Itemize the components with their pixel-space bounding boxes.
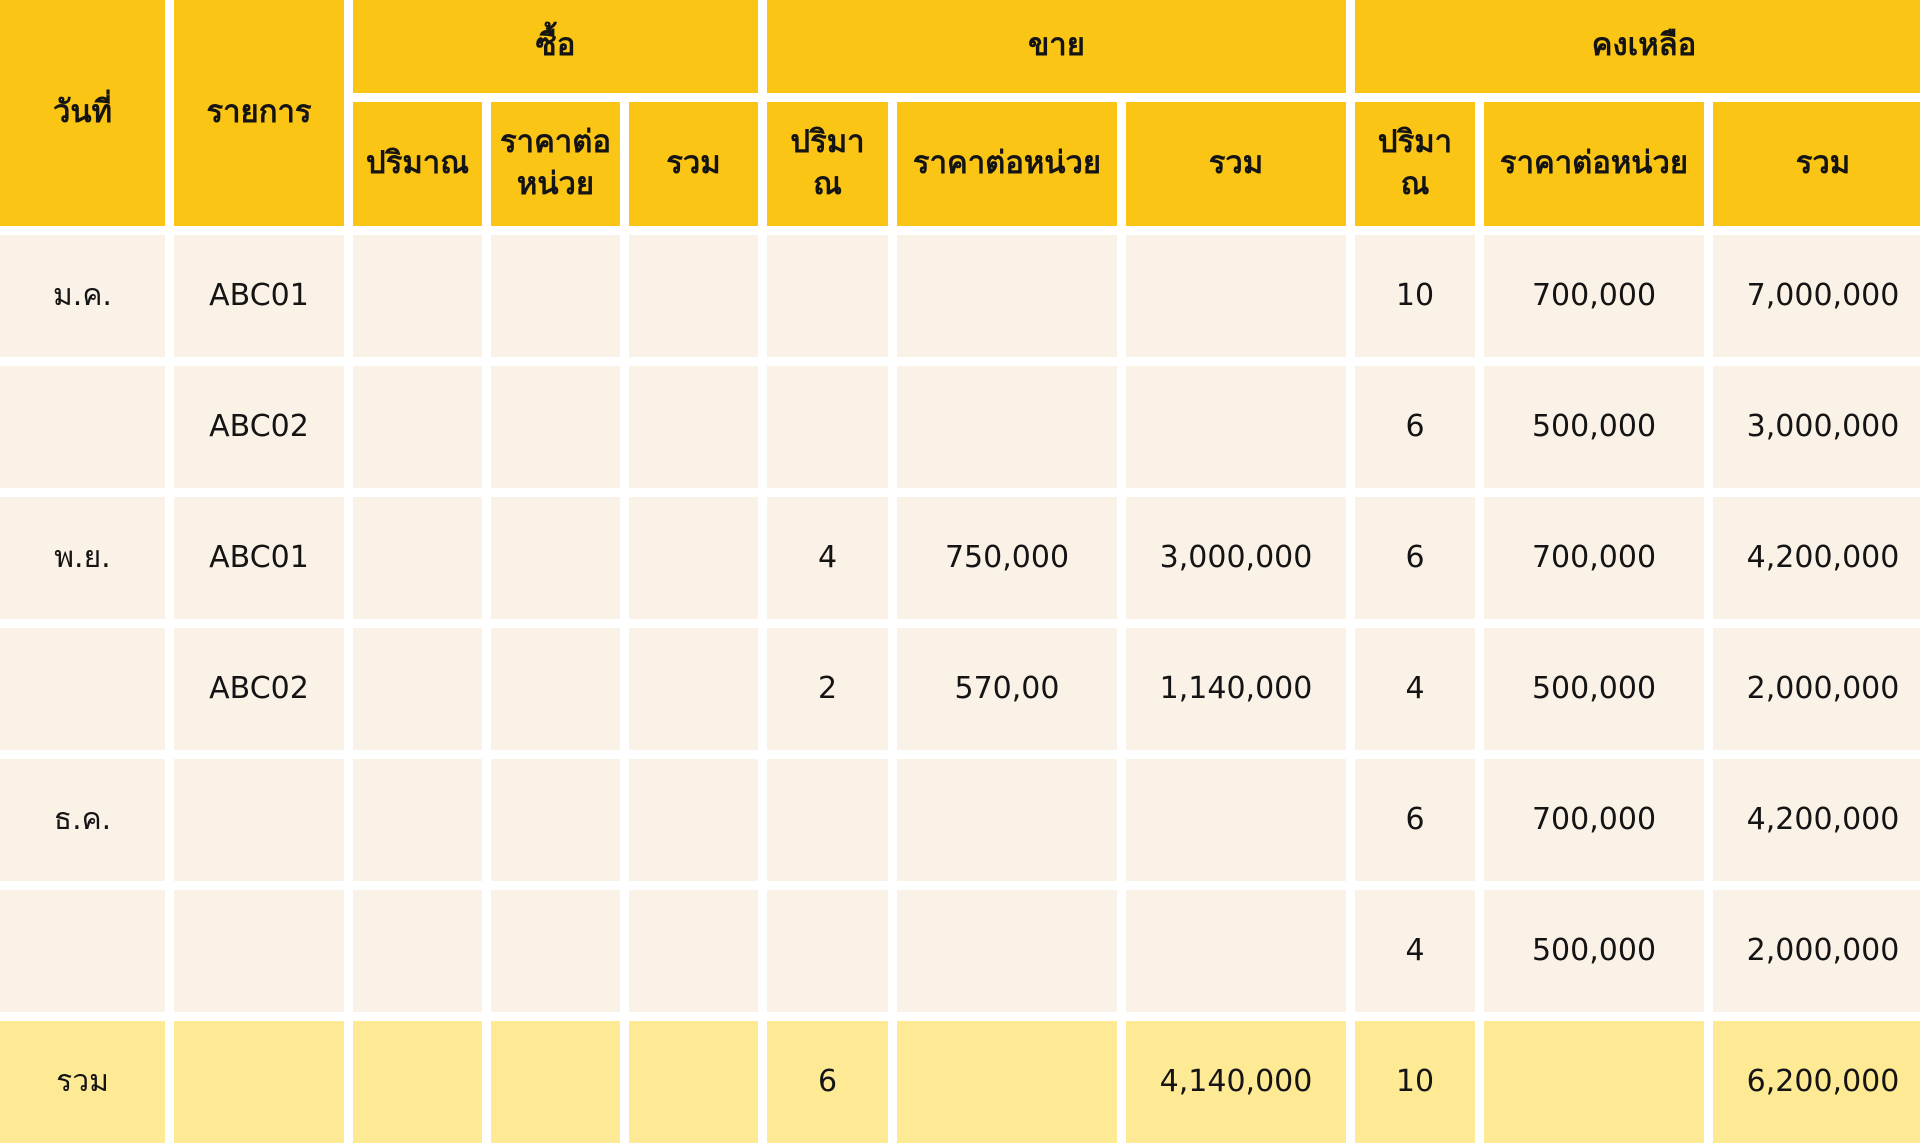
cell-sell-quantity: 4 [767, 497, 888, 619]
cell-sell-unit-price [897, 366, 1117, 488]
total-balance-quantity: 10 [1355, 1021, 1475, 1143]
cell-buy-unit-price [491, 628, 620, 750]
cell-sell-quantity [767, 890, 888, 1012]
cell-balance-unit-price: 500,000 [1484, 366, 1704, 488]
cell-balance-unit-price: 500,000 [1484, 628, 1704, 750]
cell-balance-unit-price: 500,000 [1484, 890, 1704, 1012]
header-buy-unit-price: ราคาต่อ หน่วย [491, 102, 620, 226]
cell-balance-quantity: 6 [1355, 366, 1475, 488]
cell-buy-quantity [353, 366, 482, 488]
cell-balance-unit-price: 700,000 [1484, 759, 1704, 881]
cell-sell-unit-price [897, 890, 1117, 1012]
cell-buy-total [629, 235, 758, 357]
cell-sell-unit-price: 570,00 [897, 628, 1117, 750]
cell-balance-total: 7,000,000 [1713, 235, 1920, 357]
cell-sell-total [1126, 759, 1346, 881]
header-date: วันที่ [0, 0, 165, 226]
cell-sell-quantity [767, 366, 888, 488]
total-buy-quantity [353, 1021, 482, 1143]
cell-sell-total [1126, 890, 1346, 1012]
header-balance-total: รวม [1713, 102, 1920, 226]
cell-sell-total: 1,140,000 [1126, 628, 1346, 750]
cell-balance-quantity: 10 [1355, 235, 1475, 357]
header-group-sell: ขาย [767, 0, 1346, 93]
cell-balance-total: 2,000,000 [1713, 628, 1920, 750]
cell-balance-total: 3,000,000 [1713, 366, 1920, 488]
cell-buy-total [629, 890, 758, 1012]
header-item: รายการ [174, 0, 344, 226]
total-label: รวม [0, 1021, 165, 1143]
cell-date [0, 628, 165, 750]
header-sell-quantity: ปริมา ณ [767, 102, 888, 226]
cell-buy-unit-price [491, 759, 620, 881]
cell-buy-quantity [353, 759, 482, 881]
header-group-buy: ซื้อ [353, 0, 758, 93]
header-buy-total: รวม [629, 102, 758, 226]
cell-date [0, 890, 165, 1012]
cell-sell-total [1126, 235, 1346, 357]
cell-buy-unit-price [491, 235, 620, 357]
cell-buy-unit-price [491, 497, 620, 619]
cell-item: ABC02 [174, 628, 344, 750]
cell-balance-unit-price: 700,000 [1484, 497, 1704, 619]
total-buy-total [629, 1021, 758, 1143]
cell-item: ABC02 [174, 366, 344, 488]
cell-sell-quantity [767, 759, 888, 881]
cell-buy-quantity [353, 235, 482, 357]
cell-sell-unit-price [897, 759, 1117, 881]
total-sell-unit-price [897, 1021, 1117, 1143]
header-buy-quantity: ปริมาณ [353, 102, 482, 226]
total-item [174, 1021, 344, 1143]
cell-balance-unit-price: 700,000 [1484, 235, 1704, 357]
cell-balance-total: 4,200,000 [1713, 759, 1920, 881]
cell-buy-unit-price [491, 366, 620, 488]
cell-buy-total [629, 366, 758, 488]
cell-sell-quantity [767, 235, 888, 357]
cell-buy-total [629, 497, 758, 619]
total-sell-total: 4,140,000 [1126, 1021, 1346, 1143]
cell-item: ABC01 [174, 497, 344, 619]
header-balance-quantity: ปริมา ณ [1355, 102, 1475, 226]
total-balance-total: 6,200,000 [1713, 1021, 1920, 1143]
cell-item [174, 890, 344, 1012]
cell-sell-unit-price: 750,000 [897, 497, 1117, 619]
cell-buy-total [629, 628, 758, 750]
cell-buy-quantity [353, 628, 482, 750]
header-balance-unit-price: ราคาต่อหน่วย [1484, 102, 1704, 226]
cell-balance-quantity: 4 [1355, 890, 1475, 1012]
cell-date: พ.ย. [0, 497, 165, 619]
cell-buy-quantity [353, 890, 482, 1012]
cell-sell-total: 3,000,000 [1126, 497, 1346, 619]
cell-date: ธ.ค. [0, 759, 165, 881]
total-buy-unit-price [491, 1021, 620, 1143]
cell-buy-quantity [353, 497, 482, 619]
cell-sell-unit-price [897, 235, 1117, 357]
cell-sell-total [1126, 366, 1346, 488]
cell-balance-total: 2,000,000 [1713, 890, 1920, 1012]
cell-balance-quantity: 6 [1355, 497, 1475, 619]
cell-balance-total: 4,200,000 [1713, 497, 1920, 619]
cell-item [174, 759, 344, 881]
cell-buy-unit-price [491, 890, 620, 1012]
cell-balance-quantity: 4 [1355, 628, 1475, 750]
cell-sell-quantity: 2 [767, 628, 888, 750]
cell-balance-quantity: 6 [1355, 759, 1475, 881]
header-sell-total: รวม [1126, 102, 1346, 226]
cell-item: ABC01 [174, 235, 344, 357]
cell-buy-total [629, 759, 758, 881]
header-sell-unit-price: ราคาต่อหน่วย [897, 102, 1117, 226]
total-balance-unit-price [1484, 1021, 1704, 1143]
total-sell-quantity: 6 [767, 1021, 888, 1143]
cell-date [0, 366, 165, 488]
cell-date: ม.ค. [0, 235, 165, 357]
header-group-balance: คงเหลือ [1355, 0, 1920, 93]
